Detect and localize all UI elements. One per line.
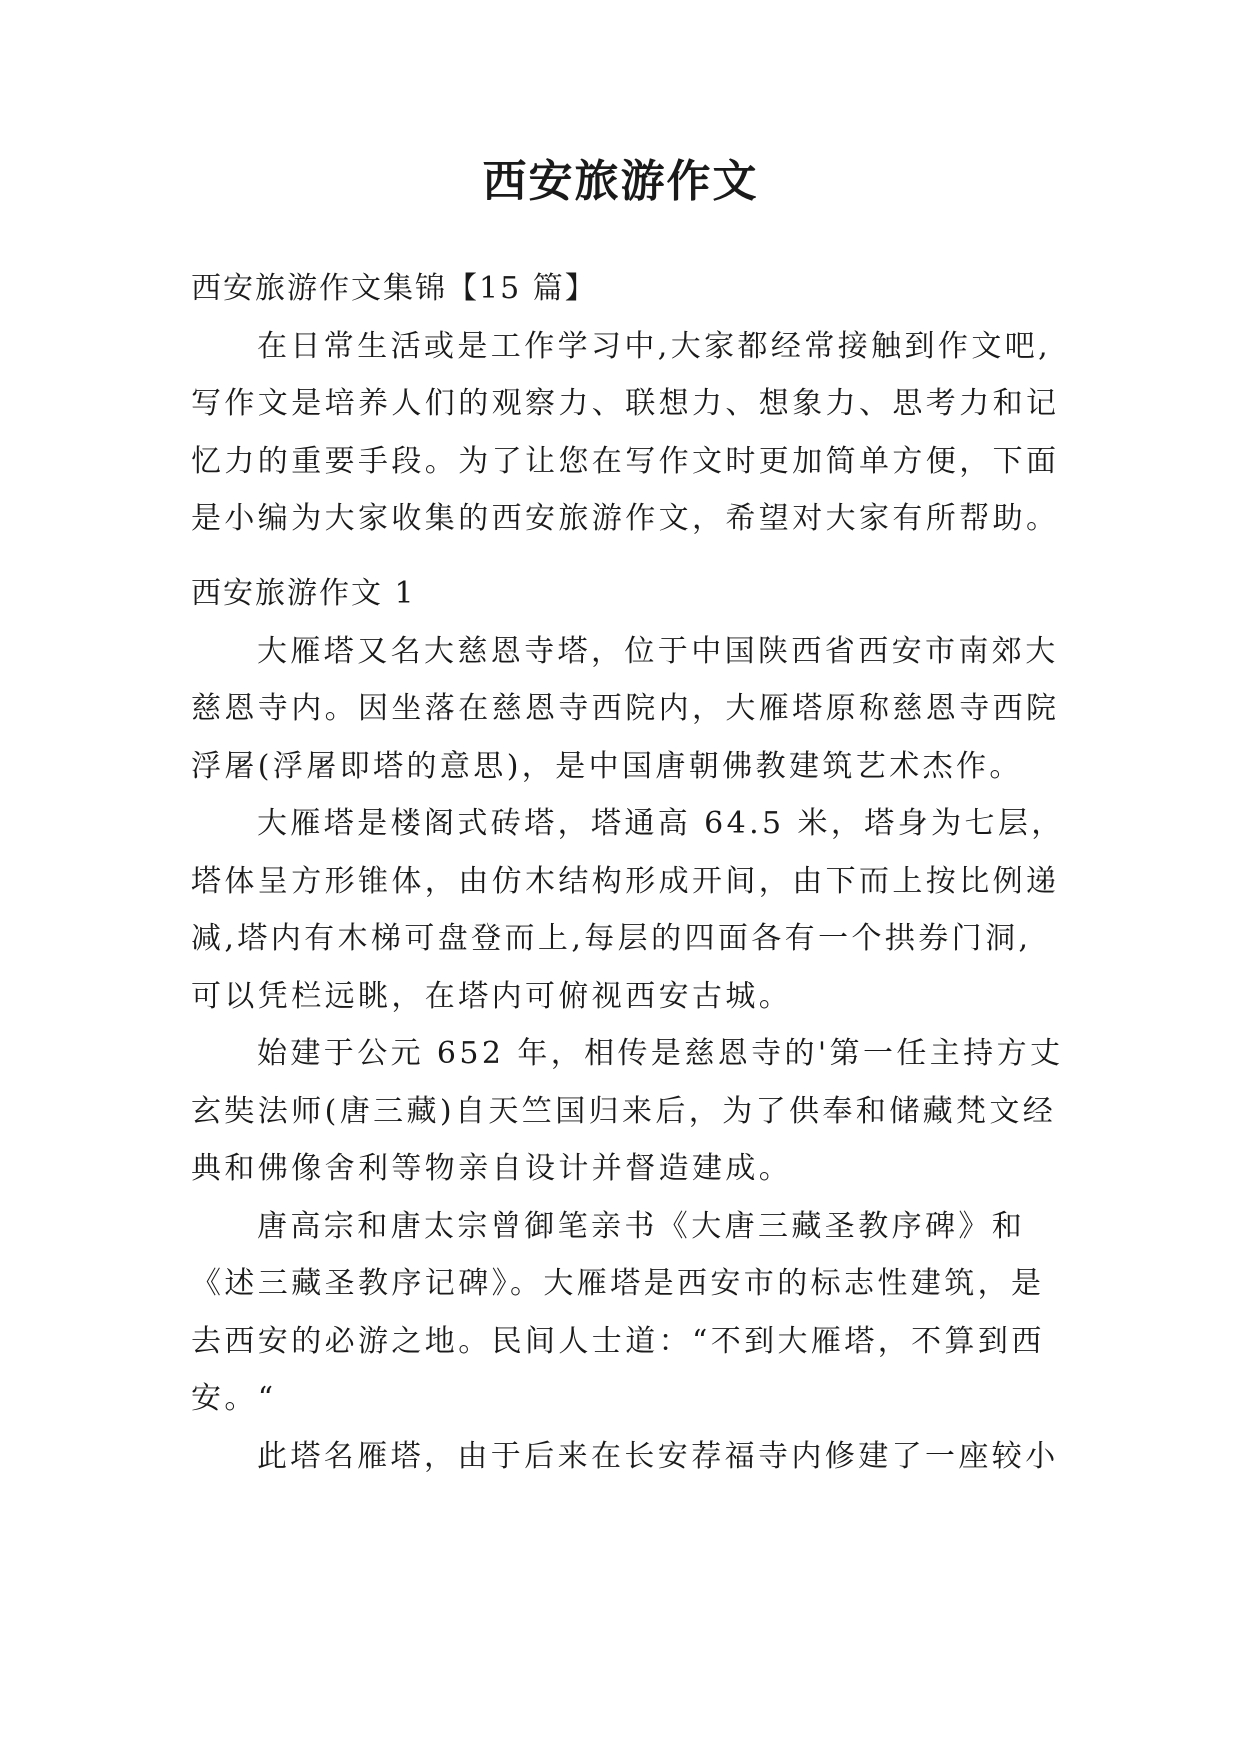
paragraph-line: 玄奘法师(唐三藏)自天竺国归来后，为了供奉和储藏梵文经 [191, 1093, 1057, 1129]
paragraph-line: 大雁塔是楼阁式砖塔，塔通高 64.5 米，塔身为七层， [257, 806, 1065, 841]
paragraph-line: 安。“ [191, 1381, 277, 1416]
collection-heading: 西安旅游作文集锦【15 篇】 [191, 271, 597, 306]
intro-block [191, 260, 1061, 548]
paragraph-line: 唐高宗和唐太宗曾御笔亲书《大唐三藏圣教序碑》和 [257, 1208, 1026, 1244]
paragraph-line: 典和佛像舍利等物亲自设计并督造建成。 [191, 1151, 793, 1186]
paragraph-line: 此塔名雁塔，由于后来在长安荐福寺内修建了一座较小 [257, 1438, 1059, 1474]
paragraph-line: 浮屠(浮屠即塔的意思)，是中国唐朝佛教建筑艺术杰作。 [191, 748, 1023, 784]
paragraph-line: 减,塔内有木梯可盘登而上,每层的四面各有一个拱券门洞, [191, 921, 1032, 956]
paragraph-line: 大雁塔又名大慈恩寺塔，位于中国陕西省西安市南郊大 [257, 633, 1059, 669]
paragraph-line: 去西安的必游之地。民间人士道：“不到大雁塔，不算到西 [191, 1323, 1045, 1359]
paragraph-line: 始建于公元 652 年，相传是慈恩寺的'第一任主持方丈 [257, 1036, 1064, 1071]
intro-line: 是小编为大家收集的西安旅游作文，希望对大家有所帮助。 [191, 501, 1060, 536]
intro-line: 忆力的重要手段。为了让您在写作文时更加简单方便，下面 [191, 443, 1060, 479]
document-title: 西安旅游作文 [482, 156, 759, 207]
paragraph-line: 塔体呈方形锥体，由仿木结构形成开间，由下而上按比例递 [191, 863, 1060, 899]
paragraph-line: 慈恩寺内。因坐落在慈恩寺西院内，大雁塔原称慈恩寺西院 [191, 691, 1060, 726]
paragraph-line: 可以凭栏远眺，在塔内可俯视西安古城。 [191, 978, 793, 1014]
section-heading: 西安旅游作文 1 [191, 576, 416, 611]
section-1-block [191, 565, 1065, 1485]
paragraph-line: 《述三藏圣教序记碑》。大雁塔是西安市的标志性建筑，是 [191, 1266, 1045, 1301]
intro-line: 写作文是培养人们的观察力、联想力、想象力、思考力和记 [191, 386, 1060, 421]
intro-line: 在日常生活或是工作学习中,大家都经常接触到作文吧, [257, 328, 1052, 364]
